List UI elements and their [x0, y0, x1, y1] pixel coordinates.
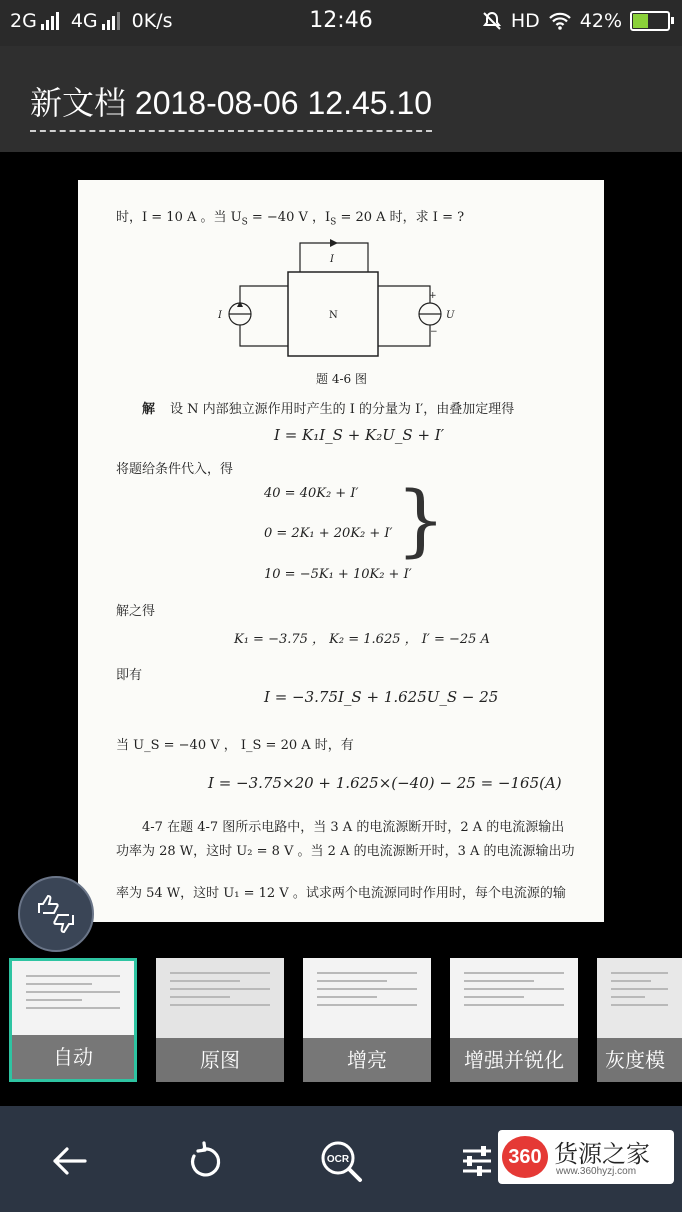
title-bar: [0, 46, 682, 152]
network-2g-label: 2G: [10, 10, 37, 32]
svg-text:OCR: OCR: [326, 1154, 350, 1165]
solution-label: 解: [142, 402, 156, 417]
hd-label: HD: [510, 10, 540, 32]
filter-preview: [26, 969, 120, 1039]
network-speed: 0K/s: [131, 10, 173, 32]
rotate-button[interactable]: [180, 1136, 230, 1186]
circuit-minus: −: [430, 327, 438, 337]
equation-2: I = −3.75I_S + 1.625U_S − 25: [264, 688, 499, 706]
circuit-label-Is: I: [218, 310, 222, 321]
problem-4-7-line-3: 率为 54 W，这时 U₁ = 12 V 。试求两个电流源同时作用时，每个电流源的输: [116, 886, 566, 901]
filter-label: 自动: [12, 1035, 134, 1079]
mute-bell-icon: [481, 10, 503, 32]
substitute-text: 将题给条件代入，得: [116, 462, 234, 477]
figure-caption: 题 4-6 图: [316, 372, 367, 386]
filter-enhance-sharpen[interactable]: [450, 958, 578, 1082]
status-bar: [0, 0, 682, 46]
watermark: [498, 1130, 674, 1184]
scanned-page: [78, 180, 604, 922]
text-line-1: 时，I = 10 A 。当 $U_S = -40$ V ，$I_S = 20$ A 时，求 I = ?: [116, 210, 465, 228]
filter-label: 增亮: [303, 1038, 431, 1082]
solve-text: 解之得: [116, 604, 156, 619]
status-right: [481, 10, 670, 32]
thumbs-up-down-icon: [31, 889, 81, 939]
system-eq-2: 0 = 2K₁ + 20K₂ + I′: [264, 526, 393, 541]
ocr-button[interactable]: [316, 1136, 366, 1186]
ocr-search-icon: [318, 1138, 364, 1184]
document-title[interactable]: 新文档 2018-08-06 12.45.10: [30, 78, 432, 132]
watermark-logo: 360: [502, 1136, 548, 1178]
system-brace: }: [396, 476, 446, 566]
battery-percent: 42%: [579, 10, 622, 32]
filter-auto[interactable]: [9, 958, 137, 1082]
filter-label: 原图: [156, 1038, 284, 1082]
watermark-url: www.360hyzj.com: [556, 1166, 637, 1177]
system-eq-3: 10 = −5K₁ + 10K₂ + I′: [264, 567, 412, 582]
circuit-label-N: N: [329, 310, 338, 321]
network-4g-label: 4G: [70, 10, 98, 32]
problem-4-7-line-1: 4-7 在题 4-7 图所示电路中，当 3 A 的电流源断开时，2 A 的电流源输出: [142, 820, 565, 835]
filter-label: 灰度模: [597, 1038, 682, 1082]
thus-text: 即有: [116, 668, 143, 683]
clock: 12:46: [309, 8, 373, 33]
circuit-diagram: [218, 238, 458, 368]
battery-level: [633, 14, 648, 28]
filter-preview: [464, 966, 564, 1036]
filter-original[interactable]: [156, 958, 284, 1082]
filter-grayscale[interactable]: [597, 958, 682, 1082]
circuit-plus: +: [429, 291, 437, 301]
wifi-icon: [548, 11, 572, 31]
system-eq-1: 40 = 40K₂ + I′: [264, 486, 359, 501]
result-line: K₁ = −3.75 ， K₂ = 1.625 ， I′ = −25 A: [234, 632, 490, 647]
equation-3: I = −3.75×20 + 1.625×(−40) − 25 = −165(A): [208, 774, 562, 792]
circuit-label-Us: U: [446, 310, 455, 321]
filter-preview: [317, 966, 417, 1036]
filter-strip: [0, 958, 682, 1086]
filter-brighten[interactable]: [303, 958, 431, 1082]
adjust-button[interactable]: [452, 1136, 502, 1186]
solution-text: 设 N 内部独立源作用时产生的 I 的分量为 I′，由叠加定理得: [170, 402, 515, 417]
circuit-label-I: I: [330, 254, 334, 265]
back-arrow-icon: [49, 1141, 89, 1181]
filter-label: 增强并锐化: [450, 1038, 578, 1082]
back-button[interactable]: [44, 1136, 94, 1186]
equation-1: I = K₁I_S + K₂U_S + I′: [274, 426, 445, 444]
problem-4-7-line-2: 功率为 28 W，这时 U₂ = 8 V 。当 2 A 的电流源断开时，3 A 的电流源输出功: [116, 844, 575, 859]
feedback-button[interactable]: [18, 876, 94, 952]
when-text: 当 U_S = −40 V ， I_S = 20 A 时，有: [116, 738, 354, 753]
sliders-icon: [457, 1141, 497, 1181]
watermark-name: 货源之家: [554, 1140, 650, 1168]
rotate-icon: [184, 1140, 226, 1182]
filter-preview: [611, 966, 668, 1036]
filter-preview: [170, 966, 270, 1036]
battery-icon: [630, 11, 670, 31]
